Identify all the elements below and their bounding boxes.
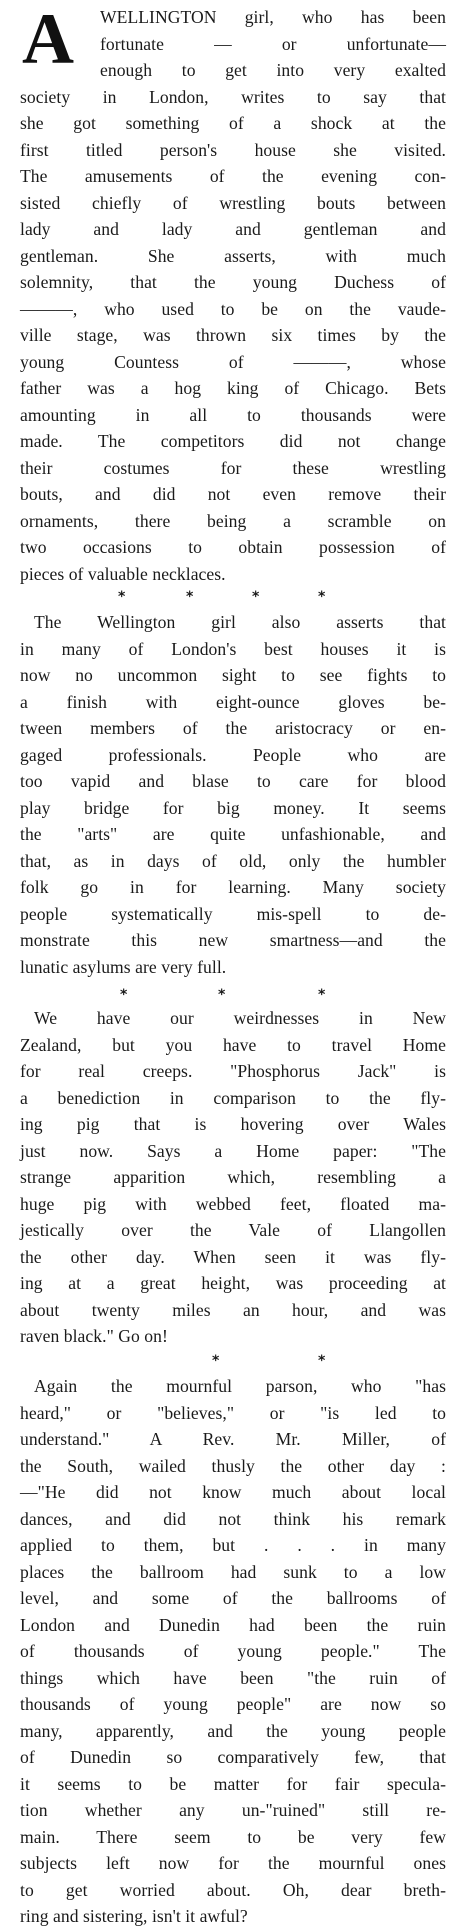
text-line: —"He did not know much about local bbox=[20, 1482, 446, 1502]
section-separator bbox=[0, 590, 461, 604]
paragraph-3 bbox=[20, 1005, 446, 1350]
text-line: father was a hog king of Chicago. Bets bbox=[20, 378, 446, 398]
text-line: jestically over the Vale of Llangollen bbox=[20, 1220, 446, 1240]
separator-asterisk: * bbox=[318, 589, 326, 605]
separator-asterisk: * bbox=[318, 1353, 326, 1369]
text-line: pieces of valuable necklaces. bbox=[20, 563, 226, 584]
paragraph-1 bbox=[20, 0, 446, 587]
text-line: The Wellington girl also asserts that bbox=[34, 612, 446, 632]
text-line: subjects left now for the mournful ones bbox=[20, 1853, 446, 1873]
text-line: many, apparently, and the young people bbox=[20, 1720, 446, 1741]
text-line: just now. Says a Home paper: "The bbox=[20, 1140, 446, 1161]
text-line: ing pig that is hovering over Wales bbox=[20, 1114, 446, 1134]
text-line: things which have been "the ruin of bbox=[20, 1667, 446, 1688]
text-line: people systematically mis-spell to de- bbox=[20, 903, 446, 924]
text-line: folk go in for learning. Many society bbox=[20, 877, 446, 897]
text-line: solemnity, that the young Duchess of bbox=[20, 272, 446, 292]
text-line: heard," or "believes," or "is led to bbox=[20, 1402, 446, 1423]
text-line: lady and lady and gentleman and bbox=[20, 219, 446, 239]
text-line: society in London, writes to say that bbox=[20, 86, 446, 107]
text-line: understand." A Rev. Mr. Miller, of bbox=[20, 1429, 446, 1449]
text-line: WELLINGTON girl, who has been bbox=[100, 7, 446, 27]
separator-asterisk: * bbox=[120, 987, 128, 1003]
text-line: a benediction in comparison to the fly- bbox=[20, 1087, 446, 1108]
text-line: ornaments, there being a scramble on bbox=[20, 510, 446, 531]
text-line: enough to get into very exalted bbox=[100, 60, 446, 80]
section-separator bbox=[0, 988, 461, 1002]
text-line: We have our weirdnesses in New bbox=[34, 1008, 446, 1028]
text-line: lunatic asylums are very full. bbox=[20, 956, 227, 977]
text-line: Again the mournful parson, who "has bbox=[34, 1376, 446, 1396]
text-line: about twenty miles an hour, and was bbox=[20, 1299, 446, 1320]
text-line: made. The competitors did not change bbox=[20, 431, 446, 451]
text-line: dances, and did not think his remark bbox=[20, 1508, 446, 1529]
text-line: gaged professionals. People who are bbox=[20, 744, 446, 765]
text-line: level, and some of the ballrooms of bbox=[20, 1588, 446, 1608]
paragraph-2 bbox=[20, 609, 446, 980]
drop-cap: A bbox=[22, 0, 74, 79]
separator-asterisk: * bbox=[186, 589, 194, 605]
text-line: fortunate — or unfortunate— bbox=[100, 33, 446, 54]
separator-asterisk: * bbox=[252, 589, 260, 605]
text-line: in many of London's best houses it is bbox=[20, 638, 446, 659]
text-line: to get worried about. Oh, dear breth- bbox=[20, 1879, 446, 1900]
separator-asterisk: * bbox=[218, 987, 226, 1003]
text-line: the "arts" are quite unfashionable, and bbox=[20, 824, 446, 844]
text-line: of thousands of young people." The bbox=[20, 1641, 446, 1661]
text-line: gentleman. She asserts, with much bbox=[20, 245, 446, 266]
text-line: too vapid and blase to care for blood bbox=[20, 771, 446, 791]
text-line: amounting in all to thousands were bbox=[20, 404, 446, 425]
text-line: the other day. When seen it was fly- bbox=[20, 1246, 446, 1267]
text-line: she got something of a shock at the bbox=[20, 113, 446, 133]
text-line: tion whether any un-"ruined" still re- bbox=[20, 1800, 446, 1820]
text-line: ring and sistering, isn't it awful? bbox=[20, 1906, 248, 1926]
separator-asterisk: * bbox=[318, 987, 326, 1003]
text-line: raven black." Go on! bbox=[20, 1326, 168, 1346]
text-line: monstrate this new smartness—and the bbox=[20, 930, 446, 950]
text-line: play bridge for big money. It seems bbox=[20, 797, 446, 818]
text-line: for real creeps. "Phosphorus Jack" is bbox=[20, 1061, 446, 1081]
text-line: applied to them, but . . . in many bbox=[20, 1535, 446, 1555]
text-line: The amusements of the evening con- bbox=[20, 166, 446, 186]
text-line: their costumes for these wrestling bbox=[20, 457, 446, 478]
section-separator bbox=[0, 1354, 461, 1368]
text-line: Zealand, but you have to travel Home bbox=[20, 1034, 446, 1055]
text-line: main. There seem to be very few bbox=[20, 1826, 446, 1847]
text-line: strange apparition which, resembling a bbox=[20, 1167, 446, 1187]
text-line: tween members of the aristocracy or en- bbox=[20, 718, 446, 738]
paragraph-4 bbox=[20, 1373, 446, 1930]
separator-asterisk: * bbox=[212, 1353, 220, 1369]
text-line: places the ballroom had sunk to a low bbox=[20, 1561, 446, 1582]
text-line: the South, wailed thusly the other day : bbox=[20, 1455, 446, 1476]
text-line: that, as in days of old, only the humbler bbox=[20, 850, 446, 871]
text-line: of Dunedin so comparatively few, that bbox=[20, 1747, 446, 1767]
text-line: bouts, and did not even remove their bbox=[20, 484, 446, 504]
text-line: two occasions to obtain possession of bbox=[20, 537, 446, 557]
text-line: it seems to be matter for fair specula- bbox=[20, 1773, 446, 1794]
text-line: London and Dunedin had been the ruin bbox=[20, 1614, 446, 1635]
text-line: now no uncommon sight to see fights to bbox=[20, 665, 446, 685]
text-line: ing at a great height, was proceeding at bbox=[20, 1273, 446, 1293]
text-line: ———, who used to be on the vaude- bbox=[20, 298, 446, 319]
text-line: young Countess of ———, whose bbox=[20, 351, 446, 372]
separator-asterisk: * bbox=[118, 589, 126, 605]
text-line: huge pig with webbed feet, floated ma- bbox=[20, 1193, 446, 1214]
text-line: sisted chiefly of wrestling bouts between bbox=[20, 192, 446, 213]
text-line: a finish with eight-ounce gloves be- bbox=[20, 691, 446, 712]
text-line: ville stage, was thrown six times by the bbox=[20, 325, 446, 345]
text-line: thousands of young people" are now so bbox=[20, 1694, 446, 1714]
text-line: first titled person's house she visited. bbox=[20, 139, 446, 160]
